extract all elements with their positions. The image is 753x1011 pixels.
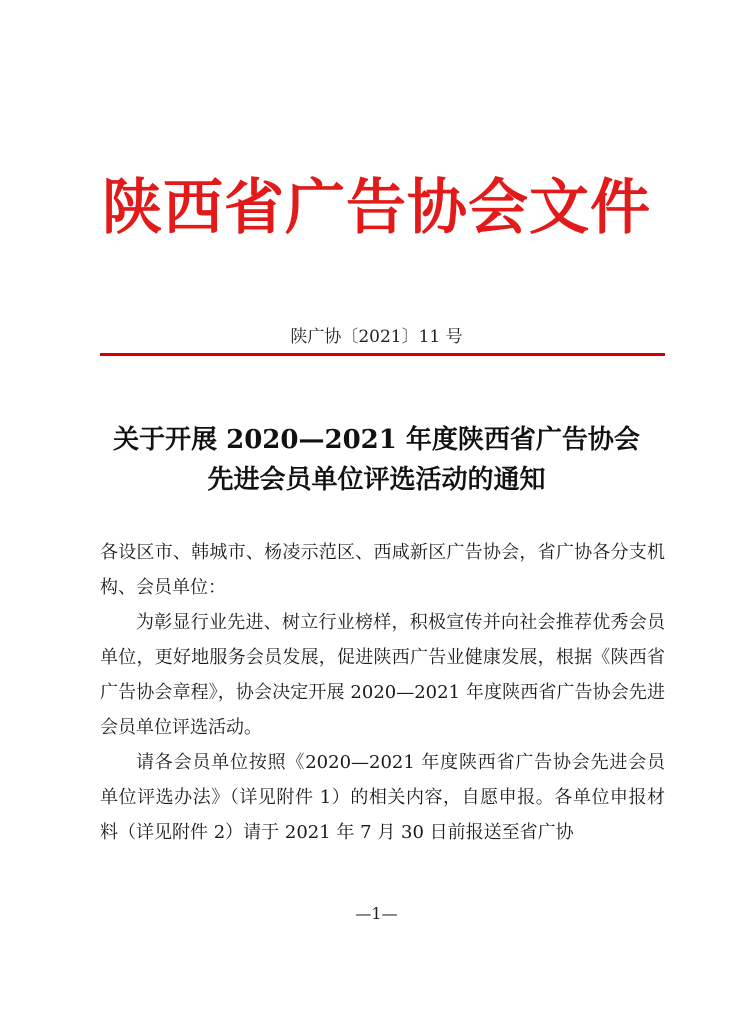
notice-title bbox=[0, 420, 753, 500]
document-body bbox=[100, 535, 665, 850]
notice-title-line-2: 先进会员单位评选活动的通知 bbox=[207, 465, 546, 495]
addressee-paragraph: 各设区市、韩城市、杨凌示范区、西咸新区广告协会，省广协各分支机构、会员单位： bbox=[100, 542, 665, 598]
document-number: 陕广协〔2021〕11 号 bbox=[290, 327, 463, 347]
body-paragraph-1: 为彰显行业先进、树立行业榜样，积极宣传并向社会推荐优秀会员单位，更好地服务会员发展，促进陕西广告业健康发展，根据《陕西省广告协会章程》，协会决定开展 2020—2021 年度陕西省广告协会先进会员单位评选活动。 bbox=[100, 612, 665, 738]
notice-title-line-1: 关于开展 2020—2021 年度陕西省广告协会 bbox=[113, 425, 640, 455]
body-paragraph-2: 请各会员单位按照《2020—2021 年度陕西省广告协会先进会员单位评选办法》（详见附件 1）的相关内容，自愿申报。各单位申报材料（详见附件 2）请于 2021 年 7 月 30 日前报送至省广协 bbox=[100, 752, 665, 843]
red-divider-line bbox=[100, 353, 665, 356]
document-header-title: 陕西省广告协会文件 bbox=[102, 173, 651, 243]
page-number: —1— bbox=[355, 904, 398, 923]
